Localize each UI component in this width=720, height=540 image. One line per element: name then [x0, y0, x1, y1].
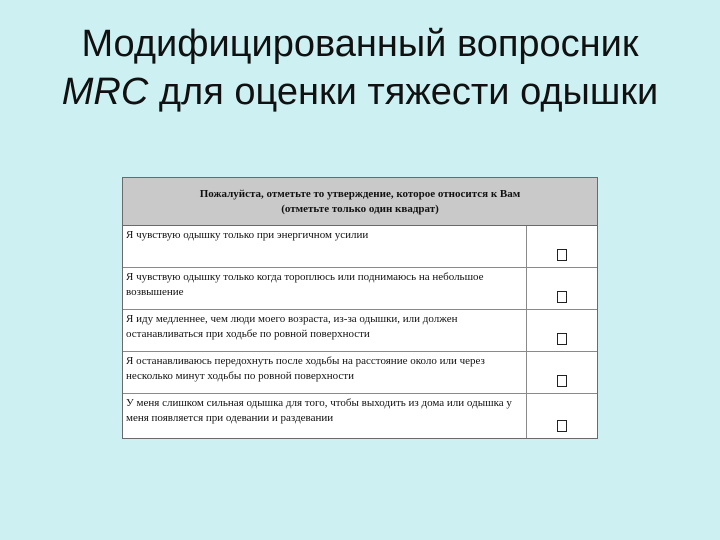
statement-checkbox[interactable]	[557, 375, 567, 387]
questionnaire-row	[123, 352, 597, 394]
statement-checkbox[interactable]	[557, 420, 567, 432]
form-instruction-note: (отметьте только один квадрат)	[281, 203, 439, 215]
form-header	[123, 178, 597, 226]
slide-title-line-1: Модифицированный вопросник	[81, 23, 639, 65]
questionnaire-row	[123, 268, 597, 310]
statement-checkbox[interactable]	[557, 249, 567, 261]
questionnaire-row	[123, 310, 597, 352]
statement-text: Я останавливаюсь передохнуть после ходьбы на расстояние около или через несколько минут ходьбы по ровной поверхности	[123, 352, 527, 393]
statement-checkbox[interactable]	[557, 333, 567, 345]
slide-title-mrc: MRC	[61, 71, 149, 113]
slide-title	[0, 20, 720, 116]
mrc-questionnaire-form	[122, 177, 598, 439]
statement-checkbox[interactable]	[557, 291, 567, 303]
slide-title-line-2-rest: для оценки тяжести одышки	[148, 71, 659, 113]
statement-text: Я иду медленнее, чем люди моего возраста, из-за одышки, или должен останавливаться при ходьбе по ровной поверхности	[123, 310, 527, 351]
questionnaire-row	[123, 226, 597, 268]
questionnaire-row	[123, 394, 597, 438]
form-instruction: Пожалуйста, отметьте то утверждение, которое относится к Вам	[199, 188, 521, 200]
statement-text: Я чувствую одышку только при энергичном усилии	[123, 226, 527, 267]
slide-title-line-2	[0, 68, 720, 116]
statement-text: Я чувствую одышку только когда тороплюсь или поднимаюсь на небольшое возвышение	[123, 268, 527, 309]
statement-text: У меня слишком сильная одышка для того, чтобы выходить из дома или одышка у меня появляется при одевании и раздевании	[123, 394, 527, 438]
